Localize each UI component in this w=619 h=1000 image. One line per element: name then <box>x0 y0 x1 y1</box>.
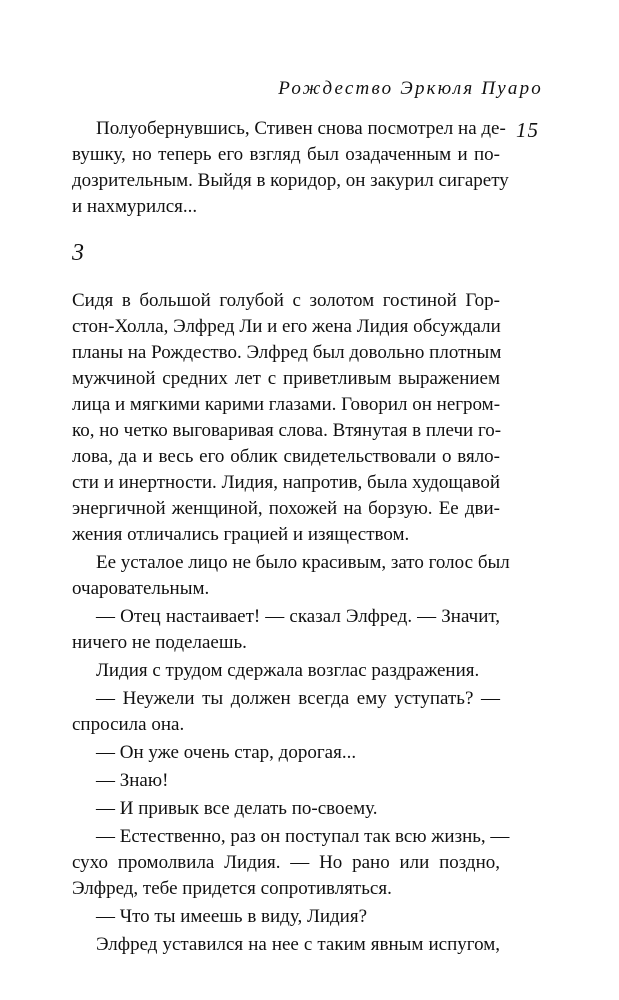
text-line: Элфред, тебе придется сопротивляться. <box>72 878 392 899</box>
text-line: планы на Рождество. Элфред был довольно плотным <box>72 342 502 363</box>
text-line: — Отец настаивает! — сказал Элфред. — Значит, <box>96 606 500 627</box>
text-line: Полуобернувшись, Стивен снова посмотрел на де- <box>96 118 506 139</box>
text-line: стон-Холла, Элфред Ли и его жена Лидия обсуждали <box>72 316 501 337</box>
page-number: 15 <box>516 118 539 142</box>
text-line: сухо промолвила Лидия. — Но рано или поздно, <box>72 852 500 873</box>
text-line: ничего не поделаешь. <box>72 632 247 653</box>
text-line: жения отличались грацией и изяществом. <box>72 524 410 545</box>
running-header: Рождество Эркюля Пуаро <box>278 78 543 99</box>
text-line: — Он уже очень стар, дорогая... <box>96 742 357 763</box>
text-line: лица и мягкими карими глазами. Говорил он негром- <box>72 394 501 415</box>
text-line: спросила она. <box>72 714 185 735</box>
text-line: очаровательным. <box>72 578 210 599</box>
text-line: — Знаю! <box>96 770 169 791</box>
text-line: энергичной женщиной, похожей на борзую. Ее дви- <box>72 498 500 519</box>
text-line: ко, но четко выговаривая слова. Втянутая в плечи го- <box>72 420 502 441</box>
text-line: лова, да и весь его облик свидетельствовали о вяло- <box>72 446 500 467</box>
text-line: — Неужели ты должен всегда ему уступать? — <box>96 688 500 709</box>
text-line: Лидия с трудом сдержала возглас раздражения. <box>96 660 480 681</box>
text-line: Ее усталое лицо не было красивым, зато голос был <box>96 552 510 573</box>
chapter-body <box>72 288 510 958</box>
paragraph-steven <box>72 116 509 220</box>
chapter-number: 3 <box>72 240 84 266</box>
text-line: дозрительным. Выйдя в коридор, он закурил сигарету <box>72 170 509 191</box>
text-line: Элфред уставился на нее с таким явным испугом, <box>96 934 500 955</box>
text-line: и нахмурился... <box>72 196 198 217</box>
text-line: — Что ты имеешь в виду, Лидия? <box>96 906 368 927</box>
text-line: Сидя в большой голубой с золотом гостиной Гор- <box>72 290 500 311</box>
text-line: — Естественно, раз он поступал так всю жизнь, — <box>96 826 510 847</box>
text-line: вушку, но теперь его взгляд был озадаченным и по- <box>72 144 500 165</box>
text-line: сти и инертности. Лидия, напротив, была худощавой <box>72 472 500 493</box>
text-line: — И привык все делать по-своему. <box>96 798 378 819</box>
text-line: мужчиной средних лет с приветливым выражением <box>72 368 500 389</box>
